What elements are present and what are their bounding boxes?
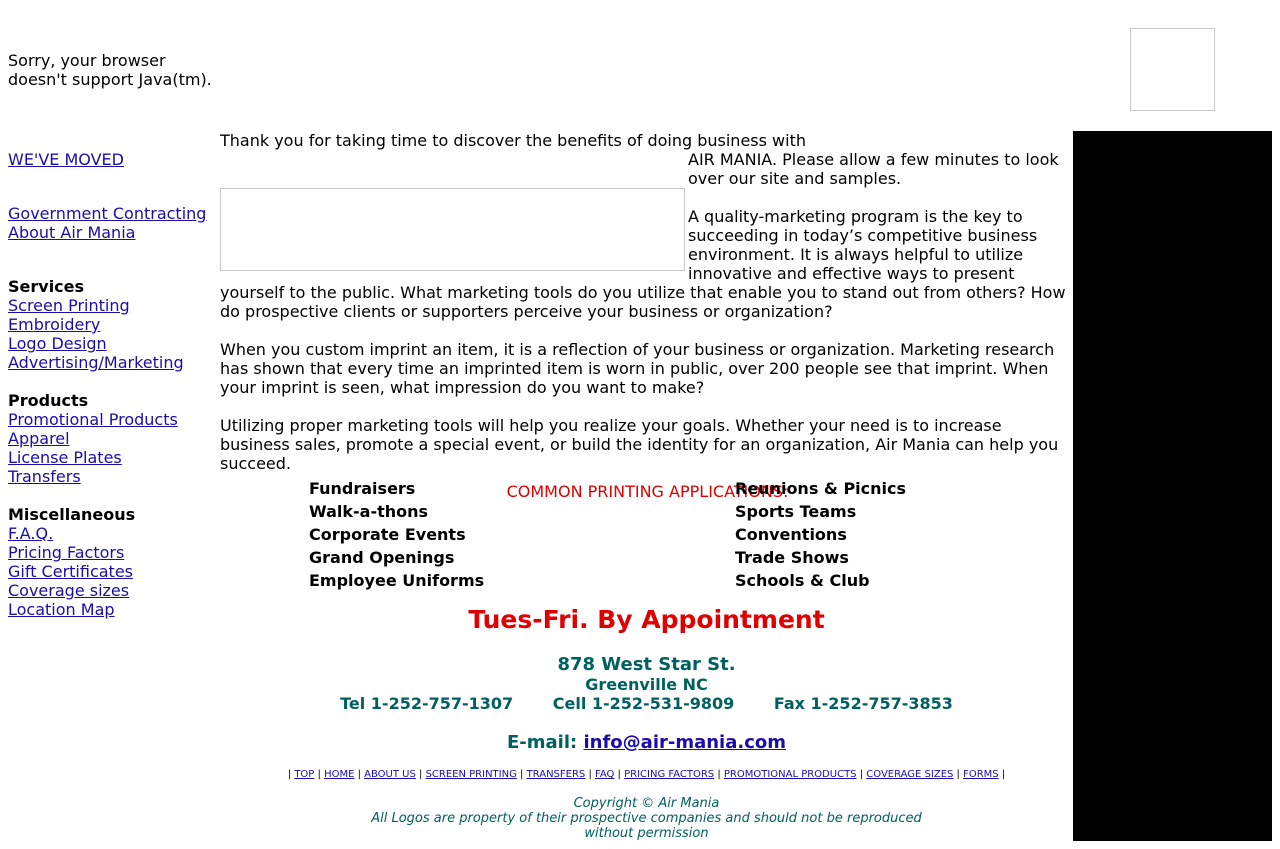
- main-content: [220, 131, 1075, 501]
- sidebar-link-gift-certificates[interactable]: Gift Certificates: [8, 562, 133, 581]
- sidebar-heading-misc: Miscellaneous: [8, 505, 136, 524]
- broken-logo-image: [1130, 28, 1215, 111]
- footer-link-coverage-sizes[interactable]: COVERAGE SIZES: [866, 769, 954, 780]
- sidebar-heading-products: Products: [8, 391, 89, 410]
- sidebar-link-faq[interactable]: F.A.Q.: [8, 524, 54, 543]
- application-item: Conventions: [735, 525, 847, 544]
- business-hours: Tues-Fri. By Appointment: [468, 605, 825, 634]
- sidebar-link-embroidery[interactable]: Embroidery: [8, 315, 101, 334]
- sidebar-link-pricing-factors[interactable]: Pricing Factors: [8, 543, 125, 562]
- city: Greenville NC: [585, 675, 708, 694]
- sidebar-link-about[interactable]: About Air Mania: [8, 223, 136, 242]
- footer-link-forms[interactable]: FORMS: [963, 769, 999, 780]
- footer-link-screen-printing[interactable]: SCREEN PRINTING: [425, 769, 517, 780]
- copyright-line3: without permission: [584, 826, 709, 841]
- sidebar-link-screen-printing[interactable]: Screen Printing: [8, 296, 130, 315]
- paragraph-imprint: When you custom imprint an item, it is a reflection of your business or organization. Marketing research has shown that every time an imprinted item is worn in public, over 200 people see that imprint. When your imprint is seen, what impression do you want to make?: [220, 340, 1055, 397]
- footer-link-promotional-products[interactable]: PROMOTIONAL PRODUCTS: [723, 769, 857, 780]
- footer-link-pricing-factors[interactable]: PRICING FACTORS: [624, 769, 715, 780]
- application-item: Corporate Events: [309, 525, 466, 544]
- application-item: Employee Uniforms: [309, 571, 485, 590]
- email-label: E-mail:: [506, 732, 578, 753]
- copyright-line2: All Logos are property of their prospective companies and should not be reproduced: [371, 811, 922, 826]
- footer-link-top[interactable]: TOP: [294, 769, 315, 780]
- intro-line2: AIR MANIA. Please allow a few minutes to look over our site and samples.: [688, 150, 1059, 188]
- broken-banner-image: [220, 188, 685, 271]
- application-item: Grand Openings: [309, 548, 455, 567]
- sidebar-heading-services: Services: [8, 277, 85, 296]
- application-item: Walk-a-thons: [309, 502, 429, 521]
- sidebar-link-license-plates[interactable]: License Plates: [8, 448, 122, 467]
- applications-row: [309, 546, 1009, 569]
- footer-link-about[interactable]: ABOUT US: [364, 769, 416, 780]
- application-item: Fundraisers: [309, 479, 416, 498]
- sidebar-nav: [8, 150, 213, 619]
- footer-link-transfers[interactable]: TRANSFERS: [526, 769, 586, 780]
- java-message-line1: Sorry, your browser: [8, 51, 166, 70]
- applications-row: [309, 477, 1009, 500]
- tel-number: Tel 1-252-757-1307: [340, 694, 514, 713]
- java-message-line2: doesn't support Java(tm).: [8, 70, 212, 89]
- application-item: Reunions & Picnics: [735, 479, 907, 498]
- sidebar-link-transfers[interactable]: Transfers: [8, 467, 81, 486]
- sidebar-link-apparel[interactable]: Apparel: [8, 429, 70, 448]
- applications-row: [309, 500, 1009, 523]
- right-black-panel: [1073, 131, 1272, 841]
- sidebar-link-location-map[interactable]: Location Map: [8, 600, 115, 619]
- sidebar-link-moved[interactable]: WE'VE MOVED: [8, 150, 124, 169]
- application-item: Trade Shows: [735, 548, 849, 567]
- applications-title: COMMON PRINTING APPLICATIONS:: [506, 482, 789, 501]
- phone-numbers: [220, 694, 1073, 713]
- footer-link-faq[interactable]: FAQ: [595, 769, 615, 780]
- footer-nav: | TOP | HOME | ABOUT US | SCREEN PRINTING | TRANSFERS | FAQ | PRICING FACTORS | PROMOTIONAL PRODUCTS | COVERAGE SIZES | FORMS |: [287, 769, 1006, 780]
- sidebar-link-logo-design[interactable]: Logo Design: [8, 334, 107, 353]
- copyright-line1: Copyright © Air Mania: [573, 796, 720, 811]
- sidebar-link-promotional-products[interactable]: Promotional Products: [8, 410, 178, 429]
- applications-list: [309, 477, 1009, 592]
- intro-line1: Thank you for taking time to discover the benefits of doing business with: [220, 131, 806, 150]
- java-unsupported-message: [8, 51, 218, 89]
- copyright-notice: [220, 796, 1073, 841]
- application-item: Sports Teams: [735, 502, 857, 521]
- fax-number: Fax 1-252-757-3853: [773, 694, 953, 713]
- sidebar-link-coverage-sizes[interactable]: Coverage sizes: [8, 581, 130, 600]
- email-link[interactable]: info@air-mania.com: [583, 732, 786, 753]
- applications-row: [309, 569, 1009, 592]
- footer-link-home[interactable]: HOME: [324, 769, 355, 780]
- sidebar-link-advertising[interactable]: Advertising/Marketing: [8, 353, 184, 372]
- contact-address: [220, 655, 1073, 713]
- street-address: 878 West Star St.: [557, 654, 736, 675]
- sidebar-link-government-contracting[interactable]: Government Contracting: [8, 204, 207, 223]
- paragraph-marketing: A quality-marketing program is the key to succeeding in today’s competitive business environment. It is always helpful to utilize innovative and effective ways to present yourself to the public. What marketing tools do you utilize that enable you to stand out from others? How do prospective clients or supporters perceive your business or organization?: [220, 207, 1066, 321]
- applications-row: [309, 523, 1009, 546]
- application-item: Schools & Club: [735, 571, 870, 590]
- email-line: [220, 732, 1073, 754]
- cell-number: Cell 1-252-531-9809: [552, 694, 735, 713]
- paragraph-goals: Utilizing proper marketing tools will help you realize your goals. Whether your need is to increase business sales, promote a special event, or build the identity for an organization, Air Mania can help you succeed.: [220, 416, 1059, 473]
